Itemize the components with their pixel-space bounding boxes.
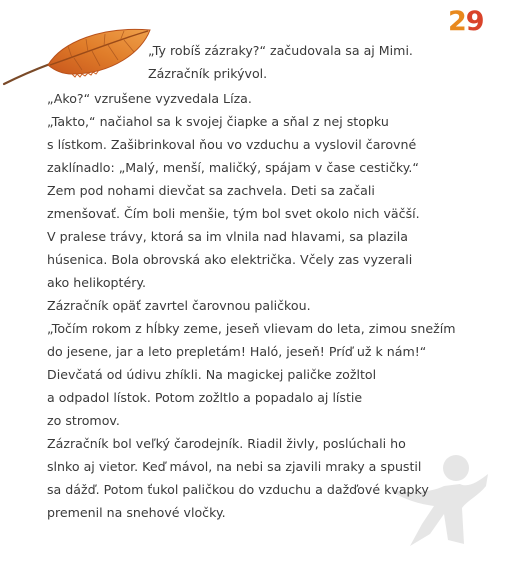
text-line: „Ty robíš zázraky?“ začudovala sa aj Mimi. bbox=[148, 43, 413, 58]
text-line: Zem pod nohami dievčat sa zachvela. Deti sa začali bbox=[47, 183, 375, 198]
text-line: Zázračník opäť zavrtel čarovnou paličkou. bbox=[47, 298, 311, 313]
page-number-digit-1: 2 bbox=[448, 6, 466, 37]
text-line: sa dážď. Potom ťukol paličkou do vzduchu a dažďové kvapky bbox=[47, 482, 429, 497]
text-line: do jesene, jar a leto prepletám! Haló, jeseň! Príď už k nám!“ bbox=[47, 344, 427, 359]
page-number-digit-2: 9 bbox=[465, 6, 484, 37]
text-line: premenil na snehové vločky. bbox=[47, 505, 226, 520]
text-line: „Takto,“ načiahol sa k svojej čiapke a sňal z nej stopku bbox=[47, 114, 389, 129]
text-line: zmenšovať. Čím boli menšie, tým bol svet okolo nich väčší. bbox=[47, 206, 420, 221]
text-line: zaklínadlo: „Malý, menší, maličký, spájam v čase cestičky.“ bbox=[47, 160, 419, 175]
text-line: Zázračník bol veľký čarodejník. Riadil živly, poslúchali ho bbox=[47, 436, 406, 451]
text-line: zo stromov. bbox=[47, 413, 120, 428]
text-line: s lístkom. Zašibrinkoval ňou vo vzduchu a vyslovil čarovné bbox=[47, 137, 417, 152]
text-line: V pralese trávy, ktorá sa im vlnila nad hlavami, sa plazila bbox=[47, 229, 409, 244]
text-line: húsenica. Bola obrovská ako električka. Včely zas vyzerali bbox=[47, 252, 413, 267]
text-line: Dievčatá od údivu zhíkli. Na magickej paličke zožltol bbox=[47, 367, 377, 382]
text-line: Zázračník prikývol. bbox=[148, 66, 268, 81]
text-line: a odpadol lístok. Potom zožltlo a popadalo aj lístie bbox=[47, 390, 363, 405]
text-line: „Točím rokom z hĺbky zeme, jeseň vlievam do leta, zimou snežím bbox=[47, 321, 456, 336]
text-line: ako helikoptéry. bbox=[47, 275, 147, 290]
text-line: slnko aj vietor. Keď mávol, na nebi sa zjavili mraky a spustil bbox=[47, 459, 422, 474]
text-line: „Ako?“ vzrušene vyzvedala Líza. bbox=[47, 91, 252, 106]
